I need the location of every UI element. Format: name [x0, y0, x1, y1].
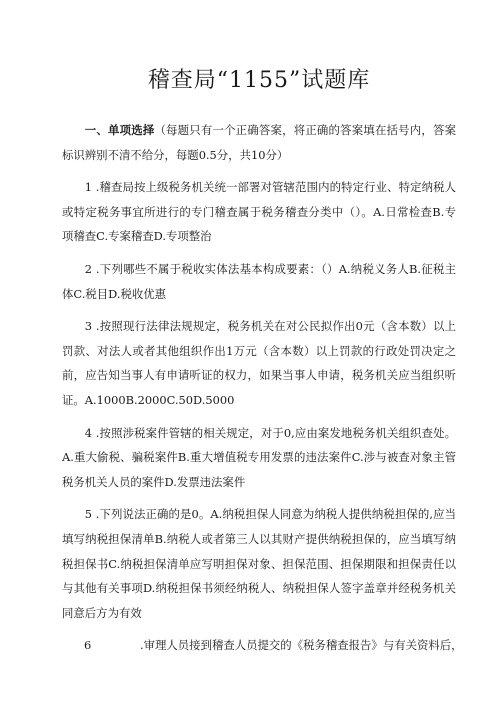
question-3: 3 .按照现行法律法规规定，税务机关在对公民拟作出0元（含本数）以上罚款、对法人或者其他组织作出1万元（含本数）以上罚款的行政处罚决定之前，应告知当事人有申请听证的权力，如果当事人申请，税务机关应当组织听证。A.1000B.2000C.50D.5000	[62, 319, 456, 407]
question-6-number: 6	[84, 638, 92, 653]
question-5: 5 .下列说法正确的是0。A.纳税担保人同意为纳税人提供纳税担保的,应当填写纳税担保清单B.纳税人或者第三人以其财产提供纳税担保的，应当填写纳税担保书C.纳税担保清单应写明担保对象、担保范围、担保期限和担保责任以与其他有关事项D.纳税担保书须经纳税人、纳税担保人签字盖章并经税务机关同意后方为有效	[62, 507, 456, 620]
section-heading: 一、单项选择	[84, 123, 155, 137]
question-2: 2 .下列哪些不属于税收实体法基本构成要素：（）A.纳税义务人B.征税主体C.税目D.税收优惠	[62, 261, 456, 301]
section-instructions: （每题只有一个正确答案，将正确的答案填在括号内，答案标识辨别不清不给分，每题0.5分，共10分）	[62, 123, 456, 162]
question-1: 1 .稽查局按上级税务机关统一部署对管辖范围内的特定行业、特定纳税人或特定税务事宜所进行的专门稽查属于税务稽查分类中（）。A.日常检查B.专项稽查C.专案稽查D.专项整治	[62, 180, 456, 244]
page-title: 稽查局“1155”试题库	[147, 68, 371, 93]
question-4: 4 .按照涉税案件管辖的相关规定，对于0,应由案发地税务机关组织查处。A.重大偷税、骗税案件B.重大增值税专用发票的违法案件C.涉与被查对象主管税务机关人员的案件D.发票违法案件	[62, 425, 456, 489]
section-intro	[62, 118, 456, 167]
question-6	[62, 633, 463, 658]
question-6-text: .审理人员接到稽查人员提交的《税务稽查报告》与有关资料后，	[140, 638, 463, 653]
